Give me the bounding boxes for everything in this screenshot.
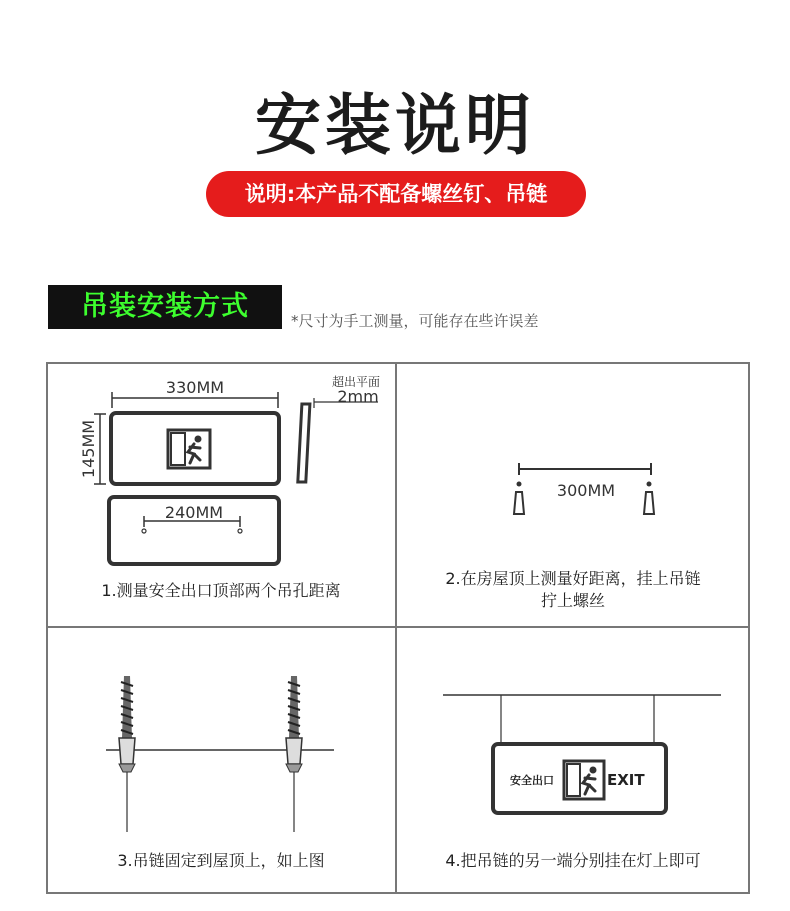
panel-2-caption-line1: 2.在房屋顶上测量好距离，挂上吊链 — [445, 569, 701, 588]
notice-pill: 说明:本产品不配备螺丝钉、吊链 — [206, 171, 586, 217]
measurement-note: *尺寸为手工测量，可能存在些许误差 — [291, 312, 539, 330]
right-anchor-icon — [644, 482, 654, 515]
page-title: 安装说明 — [255, 87, 535, 164]
left-screw-icon — [119, 676, 135, 832]
panel-1-caption: 1.测量安全出口顶部两个吊孔距离 — [101, 581, 341, 600]
panel-4-drawing — [397, 628, 749, 828]
side-view-top-label: 超出平面 — [332, 375, 381, 389]
panel-3-caption: 3.吊链固定到屋顶上，如上图 — [117, 851, 325, 870]
panel-2-caption — [397, 568, 749, 612]
left-anchor-icon — [514, 482, 524, 515]
panel-4-caption: 4.把吊链的另一端分别挂在灯上即可 — [445, 851, 701, 870]
panel-2-drawing — [397, 364, 749, 564]
panel-1-drawing — [48, 364, 394, 574]
hole-distance-label: 240MM — [164, 503, 224, 522]
section-tag: 吊装安装方式 — [48, 285, 282, 329]
panel-3-drawing — [48, 628, 394, 848]
sign-text-chinese: 安全出口 — [510, 774, 554, 787]
side-view-thickness-label: 2mm — [337, 387, 379, 406]
sign-text-exit: EXIT — [607, 771, 645, 789]
hook-distance-label: 300MM — [556, 481, 616, 500]
height-dimension-label: 145MM — [79, 419, 98, 479]
right-screw-icon — [286, 676, 302, 832]
panel-2-caption-line2: 拧上螺丝 — [540, 591, 605, 610]
width-dimension-label: 330MM — [165, 378, 225, 397]
